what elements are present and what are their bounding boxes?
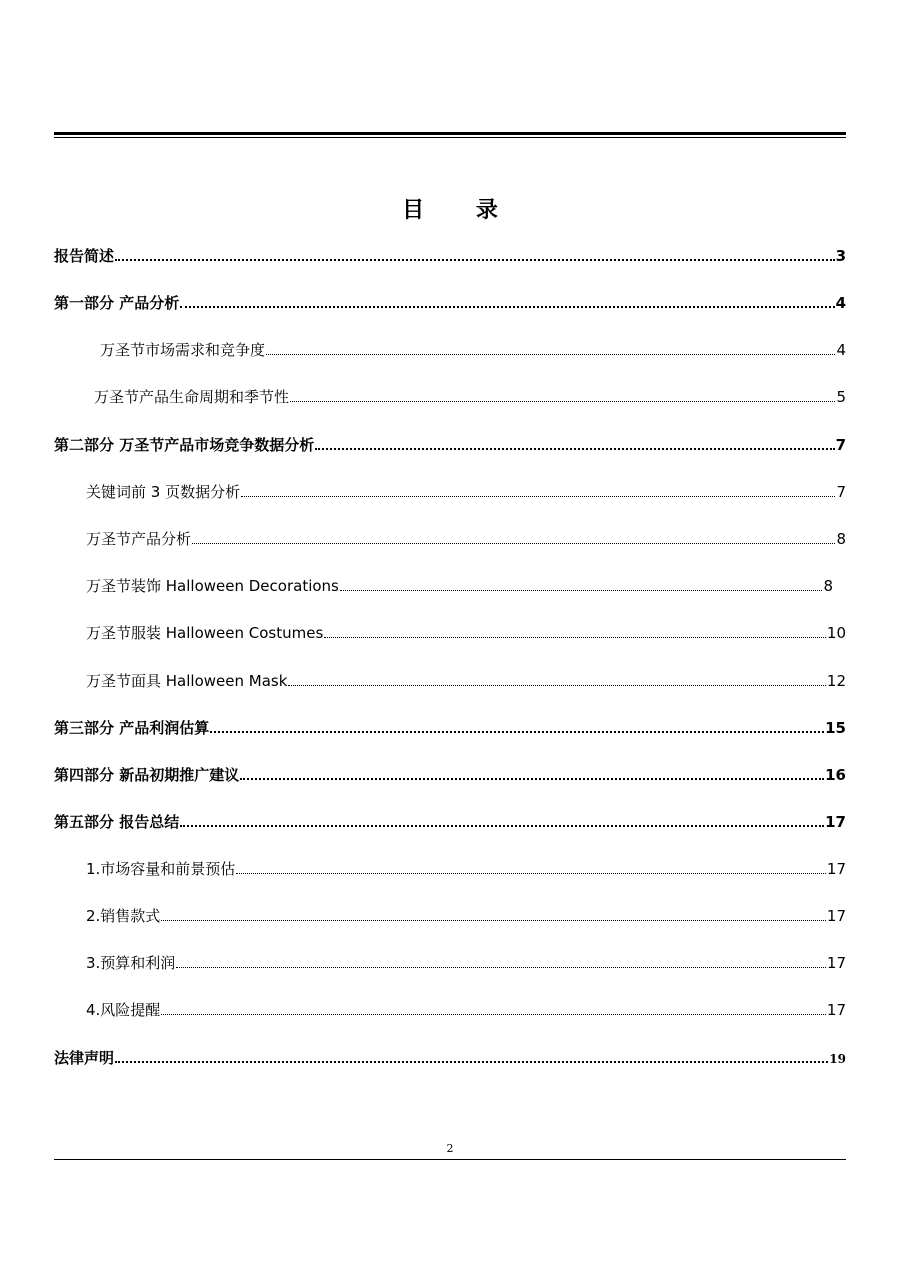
dot-leader xyxy=(240,778,824,780)
toc-entry[interactable] xyxy=(86,999,846,1021)
toc-entry-label: 4.风险提醒 xyxy=(86,1001,161,1019)
toc-entry-page: 15 xyxy=(825,719,846,737)
toc-entry-page: 7 xyxy=(836,483,846,501)
header-rule-thick xyxy=(54,132,846,135)
dot-leader xyxy=(161,920,826,921)
toc-entry[interactable] xyxy=(54,245,846,267)
toc-entry-page: 4 xyxy=(835,294,846,312)
dot-leader xyxy=(290,401,835,402)
toc-entry-label: 万圣节面具 Halloween Mask xyxy=(86,672,288,690)
toc-entry[interactable] xyxy=(100,339,846,361)
header-rule-thin xyxy=(54,137,846,138)
toc-entry[interactable] xyxy=(54,764,846,786)
toc-entry-label: 万圣节产品分析 xyxy=(86,530,192,548)
toc-entry-page: 7 xyxy=(835,436,846,454)
toc-entry-page: 5 xyxy=(836,388,846,406)
toc-entry[interactable] xyxy=(54,811,846,833)
toc-entry-page: 4 xyxy=(836,341,846,359)
toc-entry-page: 16 xyxy=(825,766,846,784)
dot-leader xyxy=(161,1014,826,1015)
dot-leader xyxy=(288,685,826,686)
toc-entry-label: 万圣节市场需求和竞争度 xyxy=(100,341,266,359)
toc-entry[interactable] xyxy=(54,292,846,314)
toc-entry-page: 3 xyxy=(835,247,846,265)
dot-leader xyxy=(340,590,823,591)
toc-entry[interactable] xyxy=(86,670,846,692)
toc-entry-page: 8 xyxy=(836,530,846,548)
toc-title: 目 录 xyxy=(402,198,520,223)
dot-leader xyxy=(236,873,826,874)
toc-entry-label: 3.预算和利润 xyxy=(86,954,176,972)
dot-leader xyxy=(180,825,824,827)
footer-rule xyxy=(54,1159,846,1160)
toc-entry[interactable] xyxy=(54,717,846,739)
toc-entry[interactable] xyxy=(86,575,833,597)
dot-leader xyxy=(192,543,835,544)
toc-entry-label: 法律声明 xyxy=(54,1049,115,1067)
toc-entry-page: 17 xyxy=(825,813,846,831)
toc-entry-label: 第四部分 新品初期推广建议 xyxy=(54,766,240,784)
toc-entry-page: 17 xyxy=(826,907,846,925)
toc-entry[interactable] xyxy=(86,622,846,644)
dot-leader xyxy=(241,496,835,497)
dot-leader xyxy=(180,306,834,308)
toc-entry[interactable] xyxy=(94,386,846,408)
footer-page-number: 2 xyxy=(446,1142,454,1155)
toc-entry-label: 第二部分 万圣节产品市场竞争数据分析 xyxy=(54,436,315,454)
toc-entry-page: 10 xyxy=(826,624,846,642)
toc-entry-label: 第五部分 报告总结 xyxy=(54,813,180,831)
toc-entry-label: 关键词前 3 页数据分析 xyxy=(86,483,241,501)
toc-entry-label: 万圣节产品生命周期和季节性 xyxy=(94,388,290,406)
toc-entry-label: 万圣节装饰 Halloween Decorations xyxy=(86,577,339,595)
toc-entry[interactable] xyxy=(86,952,846,974)
dot-leader xyxy=(115,1061,828,1063)
toc-entry-label: 报告简述 xyxy=(54,247,115,265)
toc-entry-label: 1.市场容量和前景预估 xyxy=(86,860,236,878)
toc-entry-page: 17 xyxy=(826,1001,846,1019)
toc-entry[interactable] xyxy=(86,481,846,503)
toc-entry-label: 万圣节服装 Halloween Costumes xyxy=(86,624,324,642)
toc-entry-page: 12 xyxy=(826,672,846,690)
dot-leader xyxy=(210,731,824,733)
dot-leader xyxy=(115,259,835,261)
dot-leader xyxy=(315,448,834,450)
toc-entry-page: 19 xyxy=(829,1052,846,1066)
toc-entry[interactable] xyxy=(54,1047,846,1069)
toc-entry[interactable] xyxy=(86,528,846,550)
toc-entry[interactable] xyxy=(54,434,846,456)
toc-entry[interactable] xyxy=(86,905,846,927)
toc-entry-label: 第三部分 产品利润估算 xyxy=(54,719,210,737)
toc-entry-label: 第一部分 产品分析 xyxy=(54,294,180,312)
toc-entry-page: 17 xyxy=(826,860,846,878)
dot-leader xyxy=(176,967,826,968)
dot-leader xyxy=(266,354,835,355)
toc-entry-page: 17 xyxy=(826,954,846,972)
dot-leader xyxy=(324,637,826,638)
toc-entry-page: 8 xyxy=(823,577,833,595)
toc-entry-label: 2.销售款式 xyxy=(86,907,161,925)
toc-entry[interactable] xyxy=(86,858,846,880)
